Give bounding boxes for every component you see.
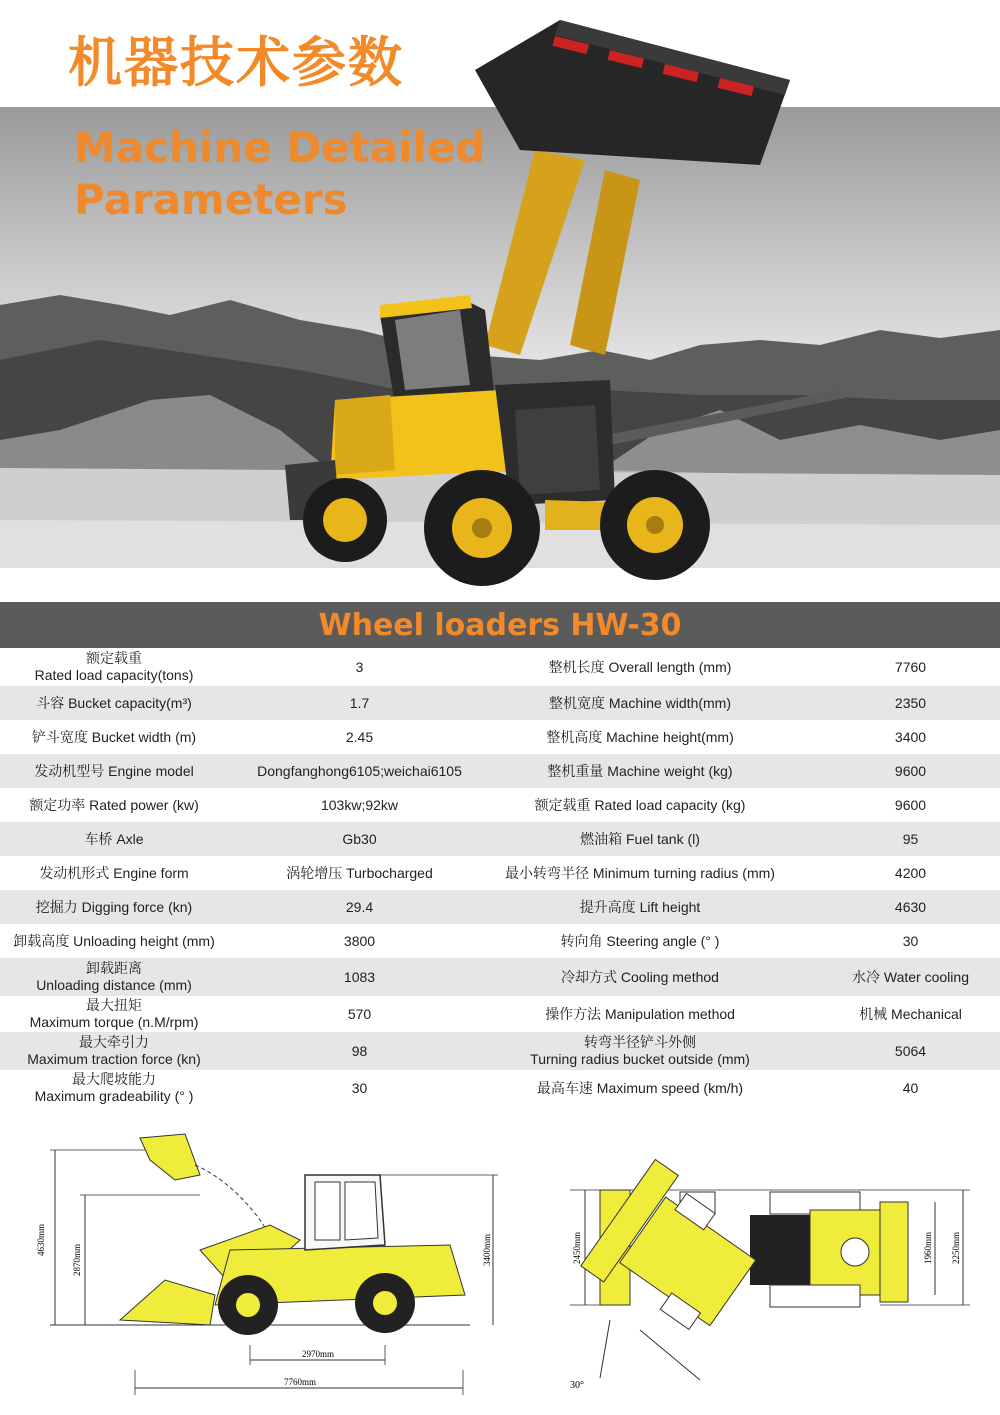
spec-label-left	[0, 822, 228, 856]
spec-label-right	[491, 958, 789, 996]
page-title-english-line2: Parameters	[74, 175, 348, 224]
spec-value-right-text: 4200	[894, 864, 927, 881]
spec-value-left	[228, 1032, 491, 1070]
spec-value-right	[789, 890, 1000, 924]
spec-label-left	[0, 754, 228, 788]
spec-label-left	[0, 890, 228, 924]
spec-label-left-text: Rated load capacity(tons)	[34, 667, 194, 683]
spec-label-left-text: 额定载重	[86, 650, 142, 666]
spec-label-right	[491, 648, 789, 686]
spec-label-right-text: 最小转弯半径 Minimum turning radius (mm)	[505, 864, 775, 881]
spec-row	[0, 996, 1000, 1032]
spec-value-right	[789, 648, 1000, 686]
spec-value-left	[228, 856, 491, 890]
spec-label-right	[491, 822, 789, 856]
spec-row	[0, 788, 1000, 822]
spec-table	[0, 648, 1000, 1106]
spec-value-right-text: 9600	[894, 796, 927, 813]
spec-label-left-text: Maximum gradeability (° )	[34, 1088, 194, 1104]
spec-value-left-text: 30	[351, 1079, 368, 1096]
page-title-chinese: 机器技术参数	[68, 31, 404, 94]
spec-value-right	[789, 856, 1000, 890]
spec-label-left-text: 挖掘力 Digging force (kn)	[35, 898, 193, 915]
side-height-total-label: 4630mm	[36, 1223, 46, 1257]
spec-label-right-text: 转弯半径铲斗外侧	[584, 1034, 696, 1050]
spec-value-left	[228, 1070, 491, 1106]
spec-label-left-text: Maximum traction force (kn)	[27, 1051, 201, 1067]
spec-value-left-text: Gb30	[342, 830, 377, 847]
spec-value-right	[789, 996, 1000, 1032]
spec-row	[0, 648, 1000, 686]
spec-label-right-text: 燃油箱 Fuel tank (l)	[580, 830, 700, 847]
spec-value-left	[228, 686, 491, 720]
spec-value-left-text: 2.45	[345, 728, 374, 745]
spec-row	[0, 958, 1000, 996]
spec-value-right-text: 7760	[894, 658, 927, 675]
spec-label-right-text: 冷却方式 Cooling method	[561, 968, 719, 985]
spec-label-left-text: 发动机形式 Engine form	[39, 864, 189, 881]
spec-value-left-text: 570	[347, 1005, 372, 1022]
spec-value-left	[228, 720, 491, 754]
spec-row	[0, 720, 1000, 754]
spec-value-right	[789, 1032, 1000, 1070]
spec-row	[0, 754, 1000, 788]
spec-label-left-text: 最大扭矩	[86, 997, 142, 1013]
spec-value-right	[789, 958, 1000, 996]
spec-label-right-text: 转向角 Steering angle (° )	[560, 932, 720, 949]
spec-value-left-text: 103kw;92kw	[320, 796, 399, 813]
spec-value-right-text: 4630	[894, 898, 927, 915]
top-view-drawing	[570, 1159, 970, 1391]
spec-label-right	[491, 890, 789, 924]
spec-label-left	[0, 648, 228, 686]
spec-label-left	[0, 686, 228, 720]
side-view-drawing	[36, 1134, 498, 1395]
spec-value-right-text: 2350	[894, 694, 927, 711]
spec-row	[0, 1032, 1000, 1070]
spec-row	[0, 924, 1000, 958]
spec-value-left-text: 29.4	[345, 898, 374, 915]
spec-label-right	[491, 686, 789, 720]
top-outer-width-label: 2250mm	[951, 1231, 961, 1265]
spec-label-right	[491, 856, 789, 890]
spec-value-left-text: 1.7	[349, 694, 370, 711]
spec-label-right	[491, 924, 789, 958]
spec-label-right-text: Turning radius bucket outside (mm)	[530, 1051, 750, 1067]
spec-value-left	[228, 924, 491, 958]
page-title-english-line1: Machine Detailed	[74, 123, 486, 172]
spec-label-left	[0, 1032, 228, 1070]
spec-row	[0, 890, 1000, 924]
spec-label-left	[0, 856, 228, 890]
spec-value-left-text: 3	[355, 658, 364, 675]
spec-row	[0, 1070, 1000, 1106]
spec-value-left	[228, 788, 491, 822]
spec-value-right	[789, 754, 1000, 788]
spec-label-left-text: 卸载高度 Unloading height (mm)	[13, 932, 215, 949]
spec-value-left	[228, 822, 491, 856]
top-inner-width-label: 1960mm	[923, 1231, 933, 1265]
spec-value-right-text: 机械 Mechanical	[859, 1005, 962, 1022]
spec-value-right	[789, 822, 1000, 856]
top-left-width-label: 2450mm	[572, 1231, 582, 1265]
spec-label-right-text: 最高车速 Maximum speed (km/h)	[536, 1079, 744, 1096]
spec-label-right	[491, 1032, 789, 1070]
spec-label-right	[491, 788, 789, 822]
spec-value-right-text: 水冷 Water cooling	[852, 968, 969, 985]
page-title-english	[74, 122, 485, 226]
dimension-drawings	[0, 1120, 1000, 1415]
spec-value-left	[228, 996, 491, 1032]
spec-label-left-text: 最大牵引力	[79, 1034, 149, 1050]
spec-value-right-text: 5064	[894, 1042, 927, 1059]
side-wheelbase-label: 2970mm	[301, 1349, 335, 1359]
spec-value-left-text: 1083	[343, 968, 376, 985]
spec-label-left	[0, 788, 228, 822]
spec-label-left-text: 发动机型号 Engine model	[34, 762, 194, 779]
spec-value-left-text: 3800	[343, 932, 376, 949]
spec-label-left	[0, 996, 228, 1032]
spec-value-right-text: 40	[902, 1079, 919, 1096]
spec-label-left-text: Unloading distance (mm)	[36, 977, 192, 993]
spec-value-left-text: 98	[351, 1042, 368, 1059]
spec-label-right-text: 整机宽度 Machine width(mm)	[548, 694, 732, 711]
spec-value-left-text: Dongfanghong6105;weichai6105	[257, 762, 462, 779]
spec-label-left	[0, 924, 228, 958]
spec-label-right	[491, 996, 789, 1032]
side-height-mid-label: 2870mm	[72, 1243, 82, 1277]
side-height-cab-label: 3400mm	[482, 1233, 492, 1267]
spec-label-right	[491, 1070, 789, 1106]
spec-label-left-text: 额定功率 Rated power (kw)	[29, 796, 199, 813]
spec-label-right-text: 操作方法 Manipulation method	[545, 1005, 735, 1022]
spec-label-right-text: 额定载重 Rated load capacity (kg)	[534, 796, 746, 813]
spec-value-left	[228, 754, 491, 788]
spec-value-right-text: 95	[902, 830, 919, 847]
spec-row	[0, 856, 1000, 890]
spec-label-right-text: 整机长度 Overall length (mm)	[548, 658, 732, 675]
spec-label-right	[491, 754, 789, 788]
spec-label-right-text: 提升高度 Lift height	[579, 898, 701, 915]
spec-label-left-text: 车桥 Axle	[84, 830, 144, 847]
spec-value-right-text: 30	[902, 932, 919, 949]
spec-value-left-text: 涡轮增压 Turbocharged	[286, 864, 433, 881]
spec-value-right	[789, 720, 1000, 754]
spec-label-right-text: 整机重量 Machine weight (kg)	[547, 762, 733, 779]
spec-label-left	[0, 1070, 228, 1106]
spec-label-left-text: Maximum torque (n.M/rpm)	[29, 1014, 199, 1030]
spec-value-right	[789, 924, 1000, 958]
product-title: Wheel loaders HW-30	[318, 607, 682, 643]
spec-label-left	[0, 958, 228, 996]
spec-value-right-text: 9600	[894, 762, 927, 779]
spec-value-right	[789, 686, 1000, 720]
side-length-label: 7760mm	[283, 1377, 317, 1387]
spec-label-right	[491, 720, 789, 754]
spec-value-left	[228, 648, 491, 686]
spec-value-right-text: 3400	[894, 728, 927, 745]
spec-label-left-text: 卸载距离	[86, 960, 142, 976]
spec-row	[0, 686, 1000, 720]
top-angle-label: 30°	[570, 1380, 584, 1391]
spec-label-right-text: 整机高度 Machine height(mm)	[546, 728, 734, 745]
spec-value-left	[228, 890, 491, 924]
spec-row	[0, 822, 1000, 856]
spec-value-right	[789, 788, 1000, 822]
product-title-band	[0, 602, 1000, 648]
spec-label-left-text: 最大爬坡能力	[72, 1071, 156, 1087]
spec-value-right	[789, 1070, 1000, 1106]
spec-value-left	[228, 958, 491, 996]
hero-banner	[0, 0, 1000, 600]
spec-label-left-text: 斗容 Bucket capacity(m³)	[36, 694, 192, 711]
spec-label-left-text: 铲斗宽度 Bucket width (m)	[31, 728, 197, 745]
spec-label-left	[0, 720, 228, 754]
